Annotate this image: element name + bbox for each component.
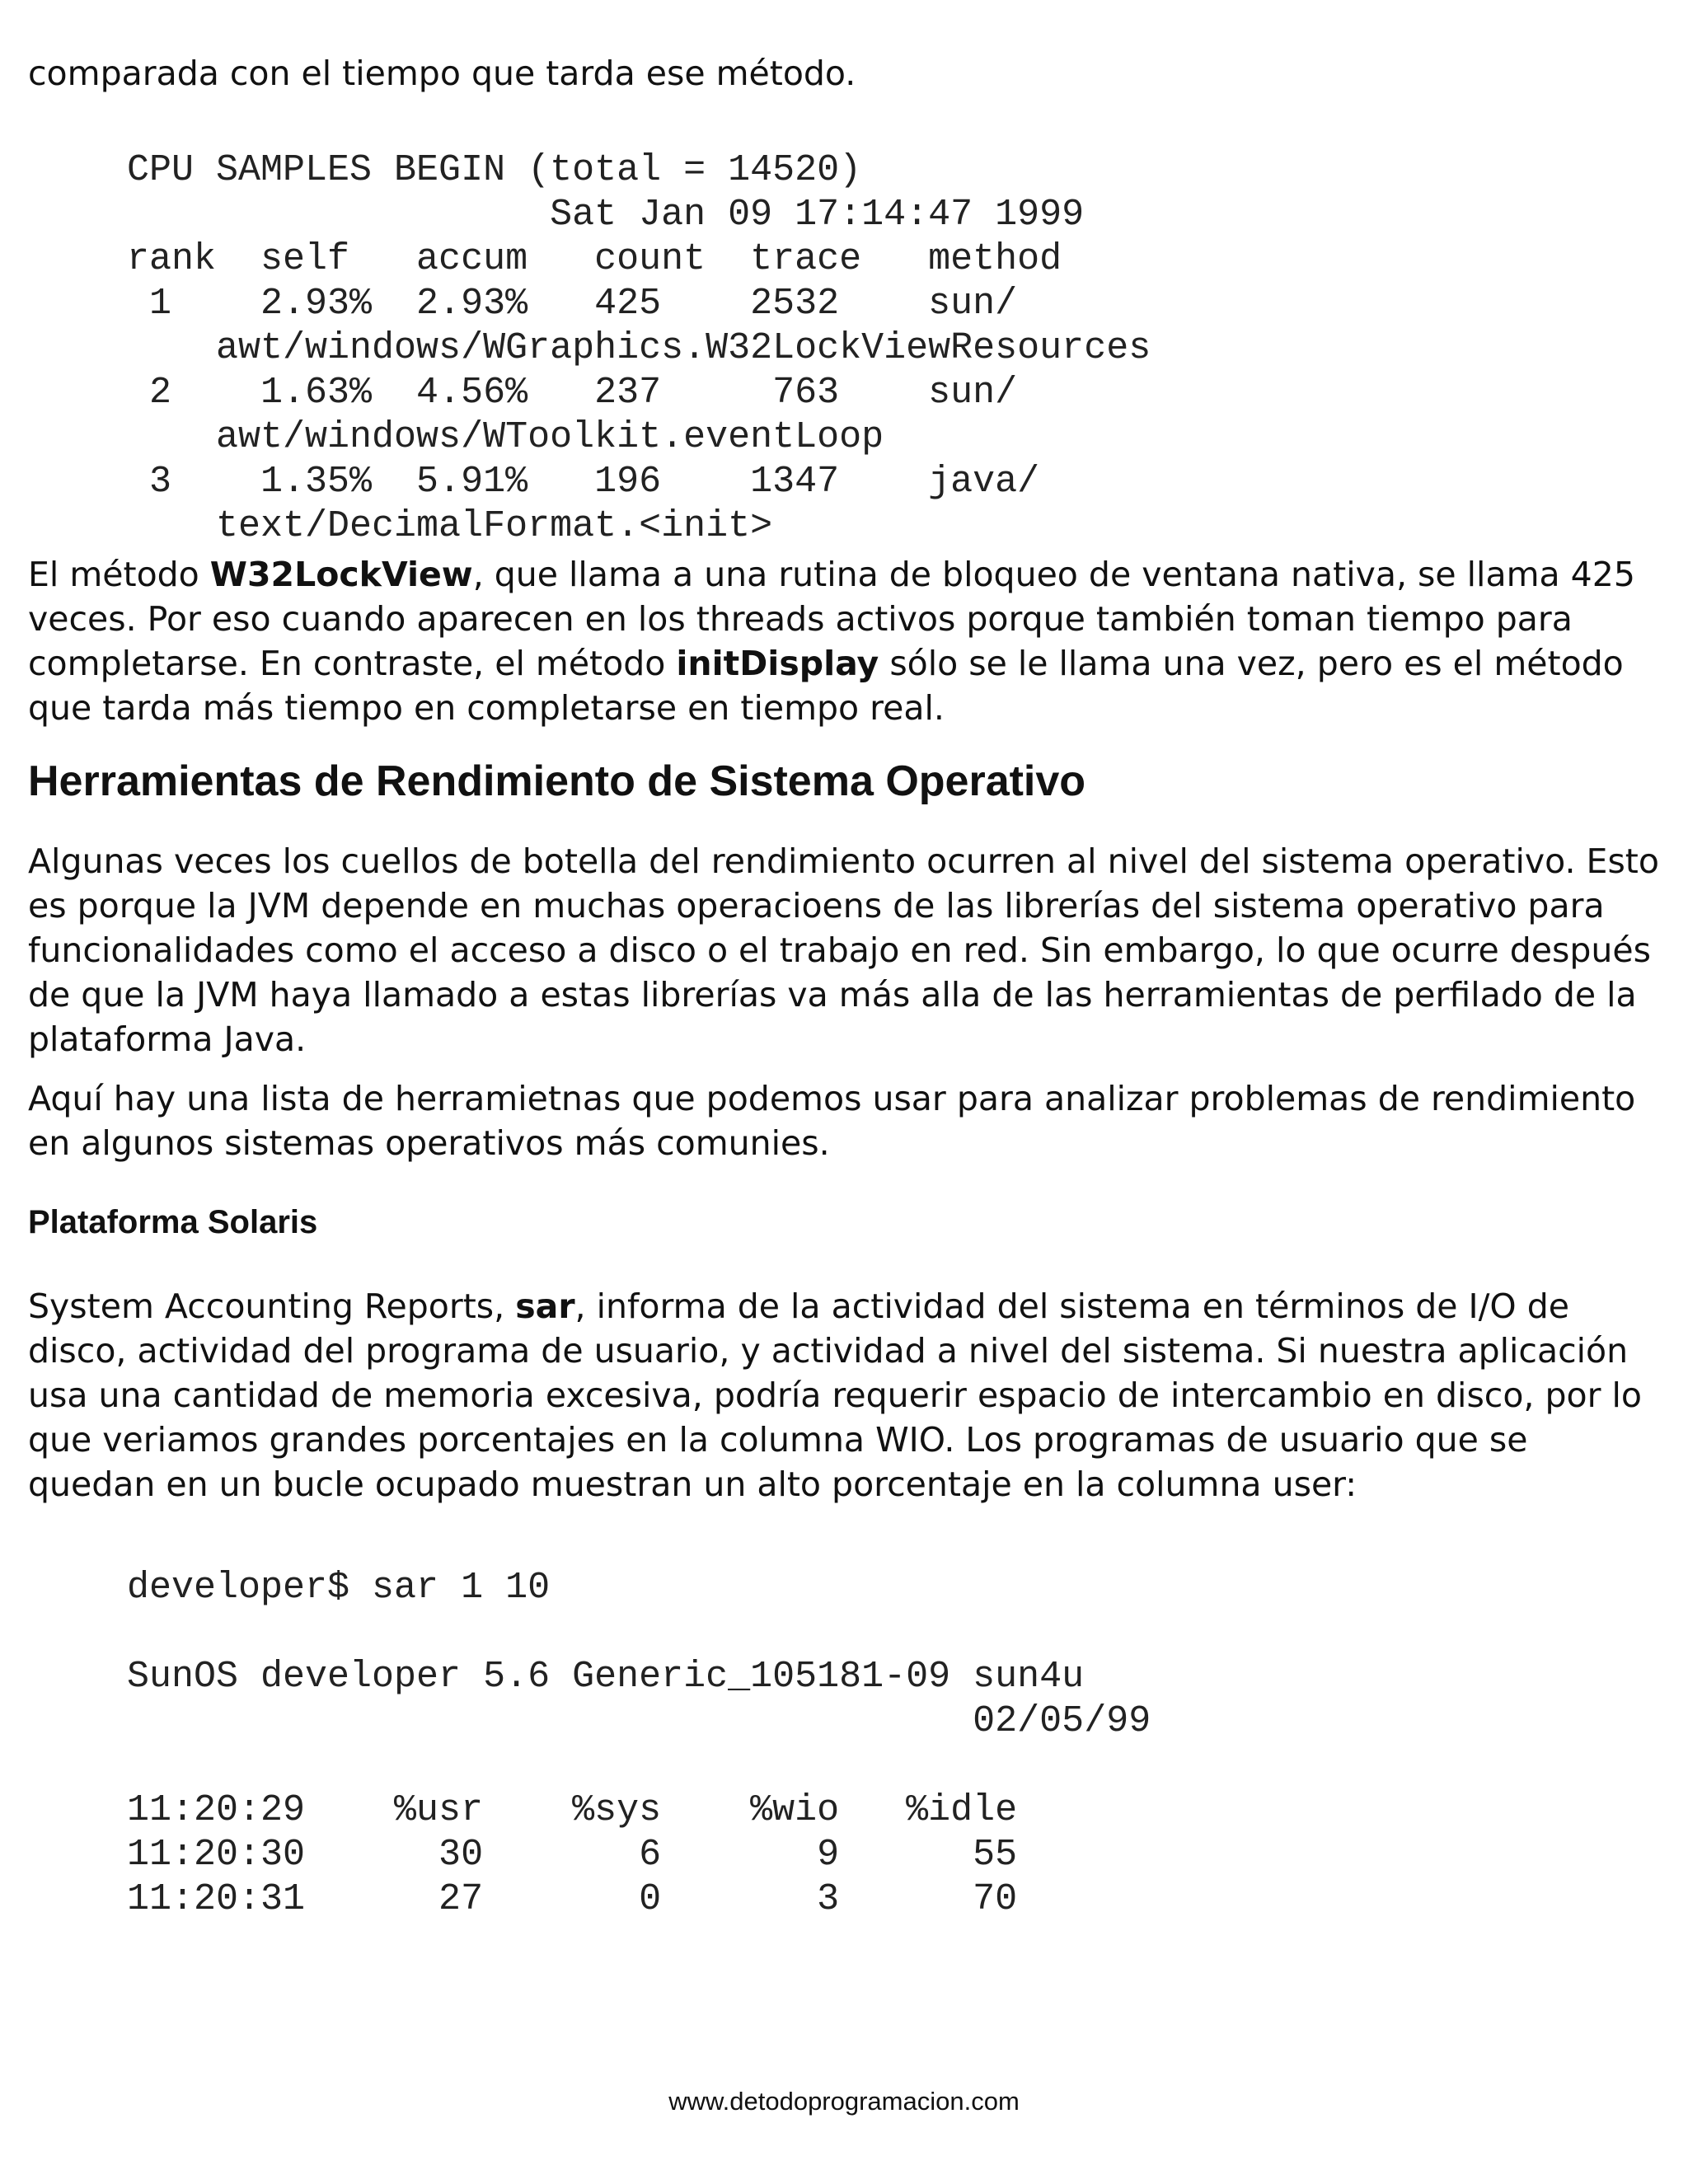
bold-sar: sar [515, 1286, 575, 1326]
intro-line: comparada con el tiempo que tarda ese método. [28, 54, 856, 93]
paragraph-os-tools-list: Aquí hay una lista de herramietnas que podemos usar para analizar problemas de rendimiento en algunos sistemas operativos más comunies. [28, 1079, 1636, 1163]
paragraph-sar [28, 1284, 1660, 1507]
bold-w32lockview: W32LockView [209, 555, 473, 594]
footer-url: www.detodoprogramacion.com [668, 2087, 1020, 2116]
paragraph-sar-text-2: , informa de la actividad del sistema en términos de I/O de disco, actividad del programa de usuario, y actividad a nivel del sistema. Si nuestra aplicación usa una cantidad de memoria excesiva, podría requerir espacio de intercambio en disco, por lo que veriamos grandes porcentajes en la columna WIO. Los programas de usuario que se quedan en un bucle ocupado muestran un alto porcentaje en la columna user: [28, 1286, 1642, 1504]
bold-initdisplay: initDisplay [676, 644, 879, 683]
cpu-samples-code-block: CPU SAMPLES BEGIN (total = 14520) Sat Jan 09 17:14:47 1999 rank self accum count trace method 1 2.93% 2.93% 425 2532 sun/ awt/windows/WGraphics.W32LockViewResources 2 1.63% 4.56% 237 763 sun/ awt/windows/WToolkit.eventLoop 3 1.35% 5.91% 196 1347 java/ text/DecimalFormat.<init> [127, 149, 1151, 547]
heading-solaris-platform: Plataforma Solaris [28, 1204, 318, 1240]
paragraph-w32lockview [28, 552, 1660, 730]
paragraph-w32-text-1: El método [28, 555, 210, 594]
paragraph-sar-text-1: System Accounting Reports, [28, 1286, 516, 1326]
document-page [28, 51, 1660, 1922]
paragraph-w32-text-3: sólo se le llama una vez, pero es el método que tarda más tiempo en completarse en tiempo real. [28, 644, 1624, 728]
sar-output-code-block: developer$ sar 1 10 SunOS developer 5.6 Generic_105181-09 sun4u 02/05/99 11:20:29 %usr %sys %wio %idle 11:20:30 30 6 9 55 11:20:31 27 0 3 70 [127, 1567, 1151, 1920]
paragraph-w32-text-2: , que llama a una rutina de bloqueo de ventana nativa, se llama 425 veces. Por eso cuando aparecen en los threads activos porque también toman tiempo para completarse. En contraste, el método [28, 555, 1635, 683]
paragraph-os-bottlenecks: Algunas veces los cuellos de botella del rendimiento ocurren al nivel del sistema operativo. Esto es porque la JVM depende en muchas operacioens de las librerías del sistema operativo para funcionalidades como el acceso a disco o el trabajo en red. Sin embargo, lo que ocurre después de que la JVM haya llamado a estas librerías va más alla de las herramientas de perfilado de la plataforma Java. [28, 841, 1659, 1059]
heading-os-performance-tools: Herramientas de Rendimiento de Sistema Operativo [28, 757, 1086, 805]
